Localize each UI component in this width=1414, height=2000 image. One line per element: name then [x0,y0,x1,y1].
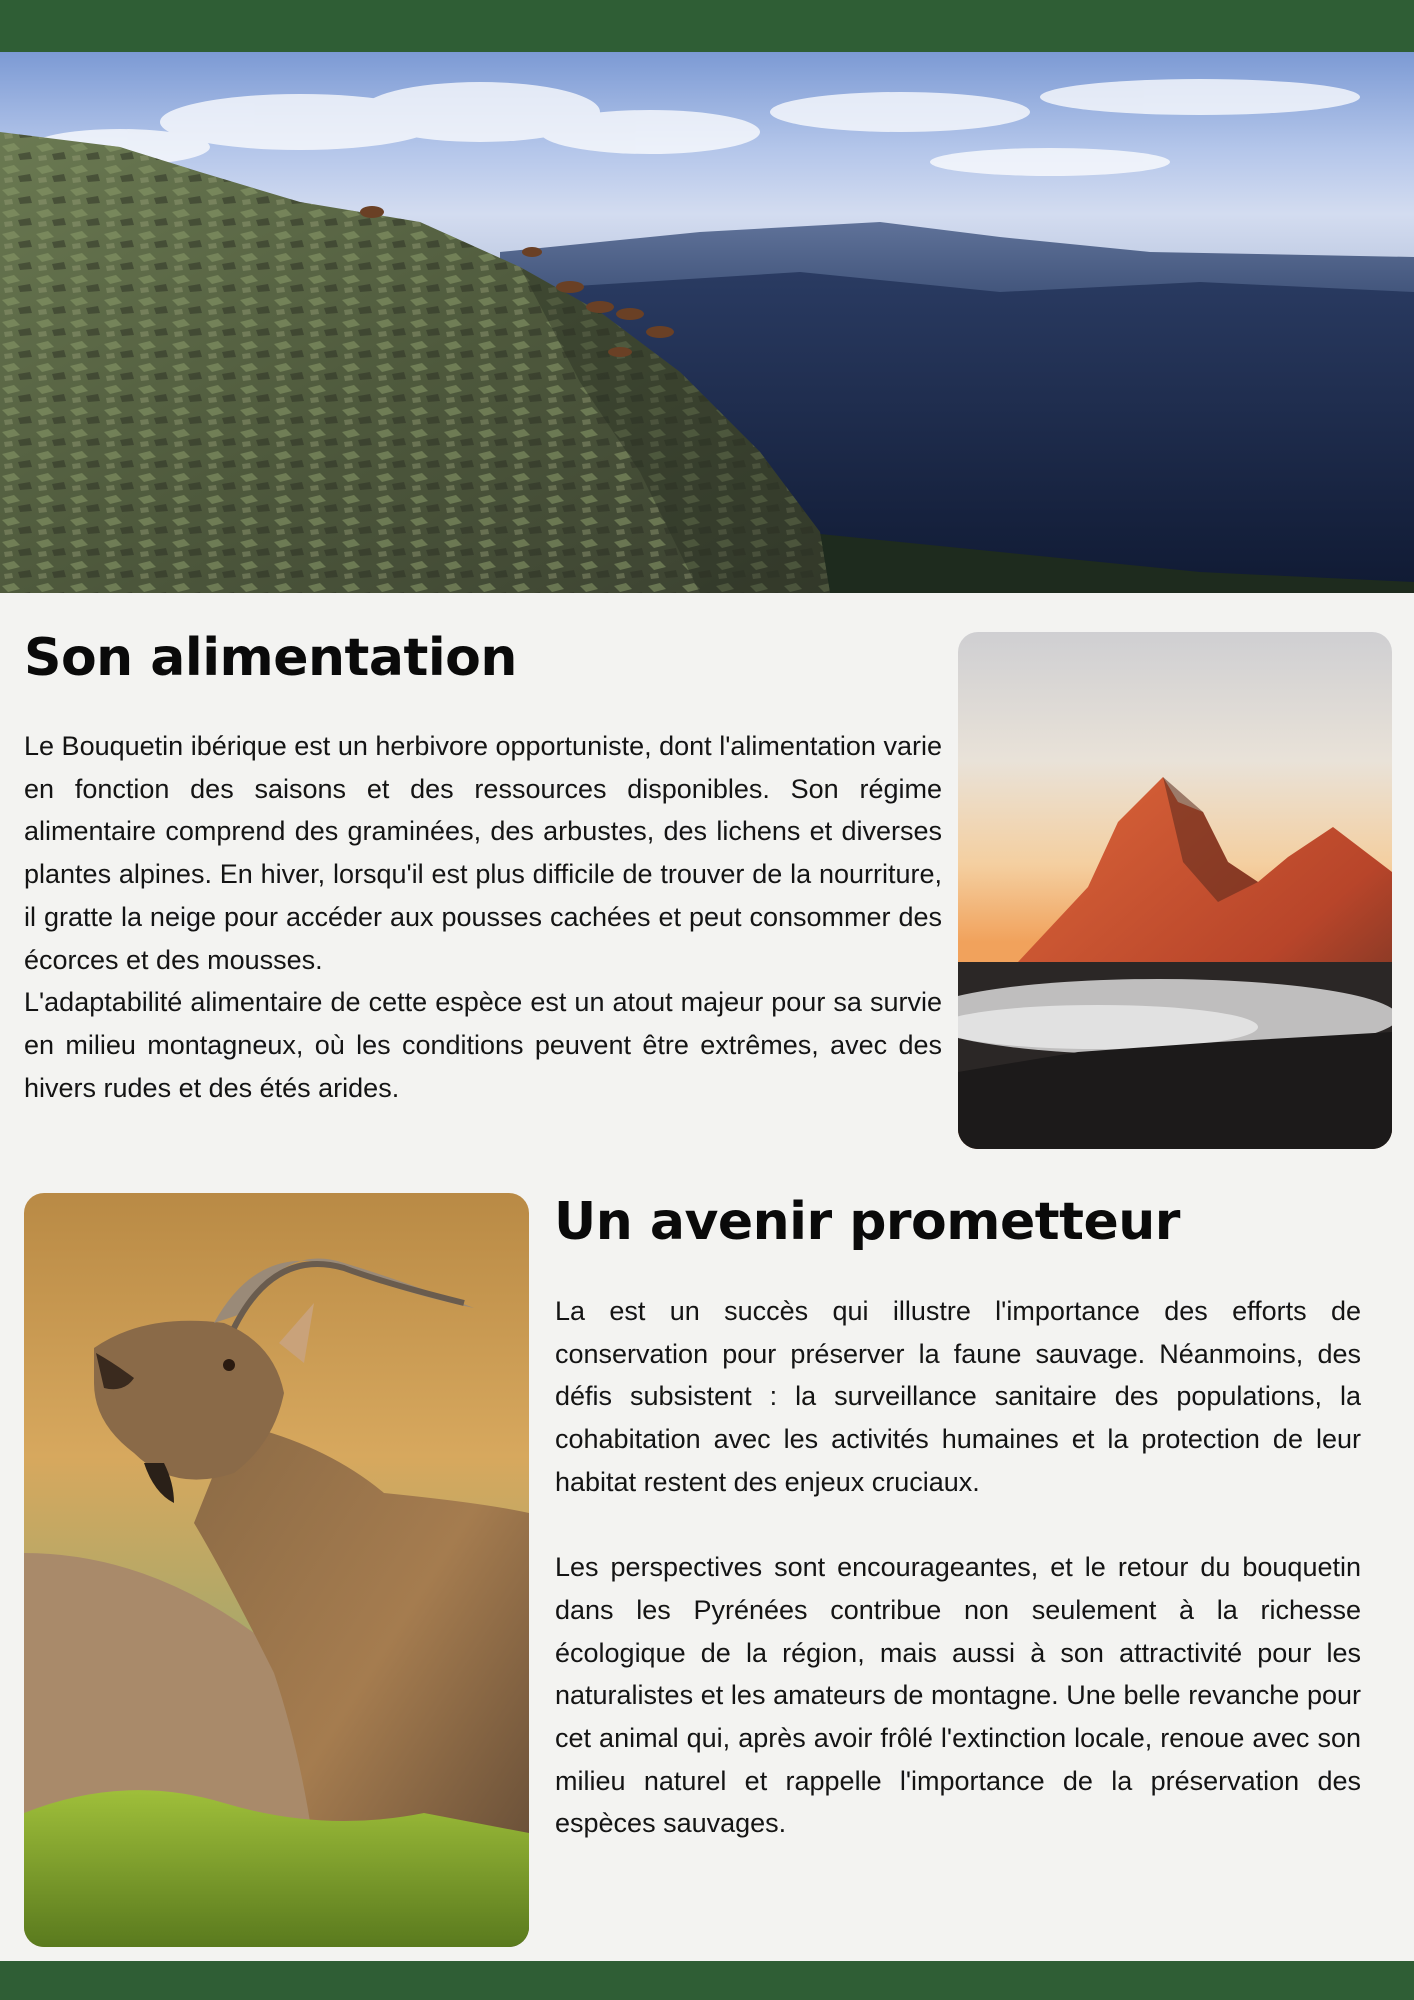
food-paragraph-2: L'adaptabilité alimentaire de cette espèce est un atout majeur pour sa survie en milieu montagneux, où les conditions peuvent être extrêmes, avec des hivers rudes et des étés arides. [24,987,942,1103]
banner-landscape-image [0,52,1414,593]
bottom-color-band [0,1961,1414,2000]
paragraph-spacer [555,1504,1361,1547]
future-paragraph-1: La est un succès qui illustre l'importance des efforts de conservation pour préserver la faune sauvage. Néanmoins, des défis subsistent : la surveillance sanitaire des populations, la cohabitation avec les activités humaines et la protection de leur habitat restent des enjeux cruciaux. [555,1296,1361,1497]
future-paragraph-2: Les perspectives sont encourageantes, et le retour du bouquetin dans les Pyrénées contribue non seulement à la richesse écologique de la région, mais aussi à son attractivité pour les naturalistes et les amateurs de montagne. Une belle revanche pour cet animal qui, après avoir frôlé l'extinction locale, renoue avec son milieu naturel et rappelle l'importance de la préservation des espèces sauvages. [555,1552,1361,1839]
food-paragraph-1: Le Bouquetin ibérique est un herbivore opportuniste, dont l'alimentation varie en fonction des saisons et des ressources disponibles. Son régime alimentaire comprend des graminées, des arbustes, des lichens et diverses plantes alpines. En hiver, lorsqu'il est plus difficile de trouver de la nourriture, il gratte la neige pour accéder aux pousses cachées et peut consommer des écorces et des mousses. [24,731,942,975]
future-text-block [555,1290,1361,1845]
section-title-food: Son alimentation [24,628,517,688]
ibex-portrait-photo [24,1193,529,1947]
section-title-future: Un avenir prometteur [554,1192,1180,1252]
peak-sunset-photo [958,632,1392,1149]
top-color-band [0,0,1414,52]
food-text-block [24,725,942,1109]
